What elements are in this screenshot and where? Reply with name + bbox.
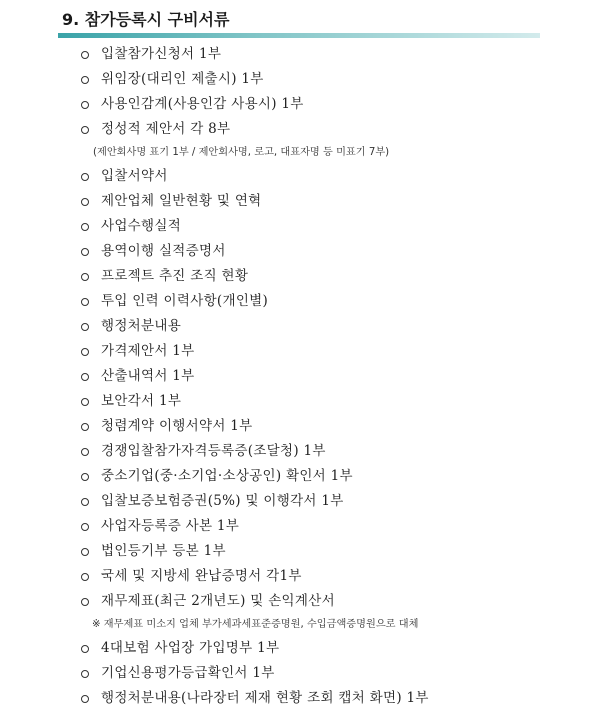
list-item <box>0 661 595 686</box>
list-item-label: 사용인감계(사용인감 사용시) 1부 <box>101 96 304 112</box>
list-item <box>0 339 595 364</box>
circle-bullet-icon <box>81 498 89 506</box>
circle-bullet-icon <box>81 448 89 456</box>
circle-bullet-icon <box>81 298 89 306</box>
list-item-label: 중소기업(중·소기업·소상공인) 확인서 1부 <box>101 468 353 484</box>
list-item-label: 용역이행 실적증명서 <box>101 243 226 259</box>
list-item <box>0 539 595 564</box>
circle-bullet-icon <box>81 348 89 356</box>
list-item-label: 재무제표(최근 2개년도) 및 손익계산서 <box>101 593 335 609</box>
financial-note-text: ※ 재무제표 미소지 업체 부가세과세표준증명원, 수입금액증명원으로 대체 <box>92 619 419 630</box>
list-item-label: 국세 및 지방세 완납증명서 각1부 <box>101 568 302 584</box>
circle-bullet-icon <box>81 398 89 406</box>
proposal-note-text: (제안회사명 표기 1부 / 제안회사명, 로고, 대표자명 등 미표기 7부) <box>93 147 390 158</box>
list-item-label: 위임장(대리인 제출시) 1부 <box>101 71 264 87</box>
list-item-label: 입찰보증보험증권(5%) 및 이행각서 1부 <box>101 493 344 509</box>
list-item <box>0 289 595 314</box>
list-item <box>0 67 595 92</box>
circle-bullet-icon <box>81 126 89 134</box>
list-item <box>0 489 595 514</box>
list-item-label: 경쟁입찰참가자격등록증(조달청) 1부 <box>101 443 326 459</box>
circle-bullet-icon <box>81 273 89 281</box>
financial-note <box>0 614 595 636</box>
list-item <box>0 364 595 389</box>
circle-bullet-icon <box>81 198 89 206</box>
circle-bullet-icon <box>81 645 89 653</box>
list-item <box>0 239 595 264</box>
list-item-label: 입찰참가신청서 1부 <box>101 46 222 62</box>
list-item <box>0 264 595 289</box>
circle-bullet-icon <box>81 423 89 431</box>
list-item <box>0 164 595 189</box>
proposal-note <box>0 142 595 164</box>
list-item-label: 행정처분내용(나라장터 제재 현황 조회 캡처 화면) 1부 <box>101 690 429 706</box>
required-documents-list <box>0 42 595 711</box>
list-item <box>0 389 595 414</box>
list-item-label: 청렴계약 이행서약서 1부 <box>101 418 253 434</box>
list-item-label: 프로젝트 추진 조직 현황 <box>101 268 249 284</box>
list-item <box>0 589 595 614</box>
list-item <box>0 564 595 589</box>
circle-bullet-icon <box>81 101 89 109</box>
title-divider <box>58 33 540 38</box>
list-item <box>0 414 595 439</box>
circle-bullet-icon <box>81 51 89 59</box>
circle-bullet-icon <box>81 76 89 84</box>
circle-bullet-icon <box>81 473 89 481</box>
list-item-label: 정성적 제안서 각 8부 <box>101 121 231 137</box>
list-item-label: 산출내역서 1부 <box>101 368 195 384</box>
circle-bullet-icon <box>81 548 89 556</box>
list-item-label: 사업자등록증 사본 1부 <box>101 518 240 534</box>
list-item <box>0 189 595 214</box>
circle-bullet-icon <box>81 323 89 331</box>
list-item <box>0 514 595 539</box>
circle-bullet-icon <box>81 248 89 256</box>
list-item-label: 행정처분내용 <box>101 318 182 334</box>
circle-bullet-icon <box>81 573 89 581</box>
list-item-label: 제안업체 일반현황 및 연혁 <box>101 193 262 209</box>
list-item <box>0 439 595 464</box>
list-item <box>0 314 595 339</box>
list-item <box>0 636 595 661</box>
list-item <box>0 214 595 239</box>
circle-bullet-icon <box>81 223 89 231</box>
list-item <box>0 464 595 489</box>
list-item-label: 법인등기부 등본 1부 <box>101 543 226 559</box>
list-item <box>0 42 595 67</box>
list-item-label: 보안각서 1부 <box>101 393 182 409</box>
list-item-label: 4대보험 사업장 가입명부 1부 <box>101 640 280 656</box>
list-item-label: 가격제안서 1부 <box>101 343 195 359</box>
list-item-label: 입찰서약서 <box>101 168 168 184</box>
section-title: 9. 참가등록시 구비서류 <box>62 10 230 29</box>
list-item <box>0 686 595 711</box>
circle-bullet-icon <box>81 695 89 703</box>
list-item <box>0 92 595 117</box>
list-item-label: 기업신용평가등급확인서 1부 <box>101 665 275 681</box>
circle-bullet-icon <box>81 173 89 181</box>
list-item-label: 사업수행실적 <box>101 218 182 234</box>
circle-bullet-icon <box>81 598 89 606</box>
circle-bullet-icon <box>81 670 89 678</box>
list-item <box>0 117 595 142</box>
circle-bullet-icon <box>81 523 89 531</box>
circle-bullet-icon <box>81 373 89 381</box>
list-item-label: 투입 인력 이력사항(개인별) <box>101 293 269 309</box>
